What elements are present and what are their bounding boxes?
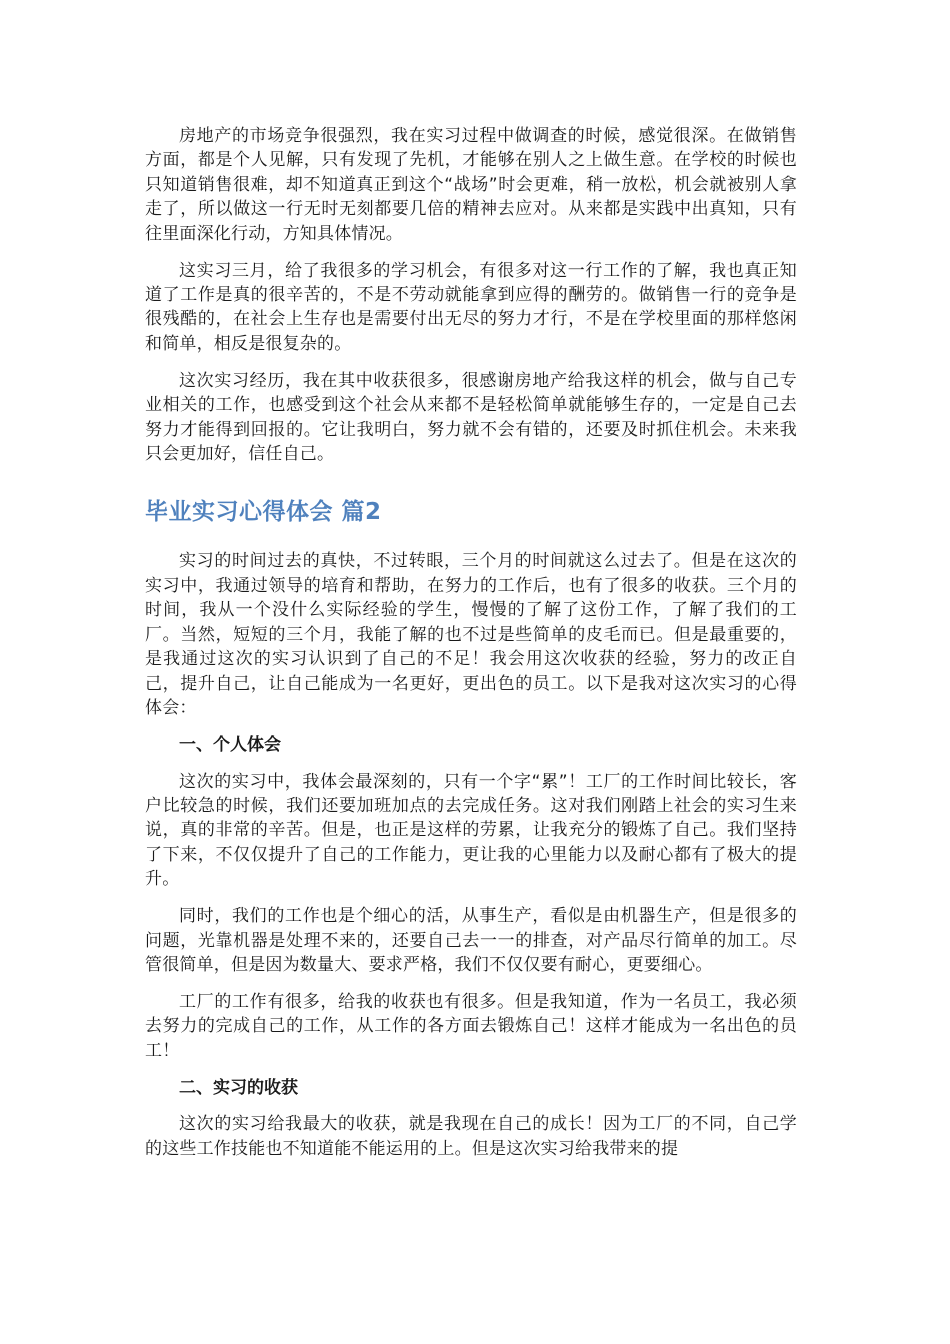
subheading-gains: 二、实习的收获 — [179, 1077, 298, 1098]
paragraph-tired: 这次的实习中，我体会最深刻的，只有一个字“累”！工厂的工作时间比较长，客户比较急的时候，我们还要加班加点的去完成任务。这对我们刚踏上社会的实习生来说，真的非常的辛苦。但是，也正是这样的劳累，让我充分的锻炼了自己。我们坚持了下来，不仅仅提升了自己的工作能力，更让我的心里能力以及耐心都有了极大的提升。 — [145, 771, 797, 890]
section-heading: 毕业实习心得体会 篇2 — [145, 499, 382, 526]
paragraph-market-competition: 房地产的市场竞争很强烈，我在实习过程中做调查的时候，感觉很深。在做销售方面，都是个人见解，只有发现了先机，才能够在别人之上做生意。在学校的时候也只知道销售很难，却不知道真正到这个“战场”时会更难，稍一放松，机会就被别人拿走了，所以做这一行无时无刻都要几倍的精神去应对。从来都是实践中出真知，只有往里面深化行动，方知具体情况。 — [145, 126, 797, 244]
paragraph-careful-work: 同时，我们的工作也是个细心的活，从事生产，看似是由机器生产，但是很多的问题，光靠机器是处理不来的，还要自己去一一的排查，对产品尽行简单的加工。尽管很简单，但是因为数量大、要求严格，我们不仅仅要有耐心，更要细心。 — [145, 906, 797, 975]
document-page — [145, 124, 797, 1174]
paragraph-growth: 这次的实习给我最大的收获，就是我现在自己的成长！因为工厂的不同，自己学的这些工作技能也不知道能不能运用的上。但是这次实习给我带来的提 — [145, 1114, 797, 1159]
paragraph-factory-work: 工厂的工作有很多，给我的收获也有很多。但是我知道，作为一名员工，我必须去努力的完成自己的工作，从工作的各方面去锻炼自己！这样才能成为一名出色的员工！ — [145, 991, 797, 1061]
paragraph-intro: 实习的时间过去的真快，不过转眼，三个月的时间就这么过去了。但是在这次的实习中，我通过领导的培育和帮助，在努力的工作后，也有了很多的收获。三个月的时间，我从一个没什么实际经验的学生，慢慢的了解了这份工作，了解了我们的工厂。当然，短短的三个月，我能了解的也不过是些简单的皮毛而已。但是最重要的，是我通过这次的实习认识到了自己的不足！我会用这次收获的经验，努力的改正自己，提升自己，让自己能成为一名更好，更出色的员工。以下是我对这次实习的心得体会： — [145, 551, 797, 718]
subheading-personal-experience: 一、个人体会 — [179, 734, 281, 755]
paragraph-experience: 这次实习经历，我在其中收获很多，很感谢房地产给我这样的机会，做与自己专业相关的工作，也感受到这个社会从来都不是轻松简单就能够生存的，一定是自己去努力才能得到回报的。它让我明白，努力就不会有错的，还要及时抓住机会。未来我只会更加好，信任自己。 — [145, 370, 797, 465]
paragraph-three-months: 这实习三月，给了我很多的学习机会，有很多对这一行工作的了解，我也真正知道了工作是真的很辛苦的，不是不劳动就能拿到应得的酬劳的。做销售一行的竞争是很残酷的，在社会上生存也是需要付出无尽的努力才行，不是在学校里面的那样悠闲和简单，相反是很复杂的。 — [145, 260, 797, 354]
